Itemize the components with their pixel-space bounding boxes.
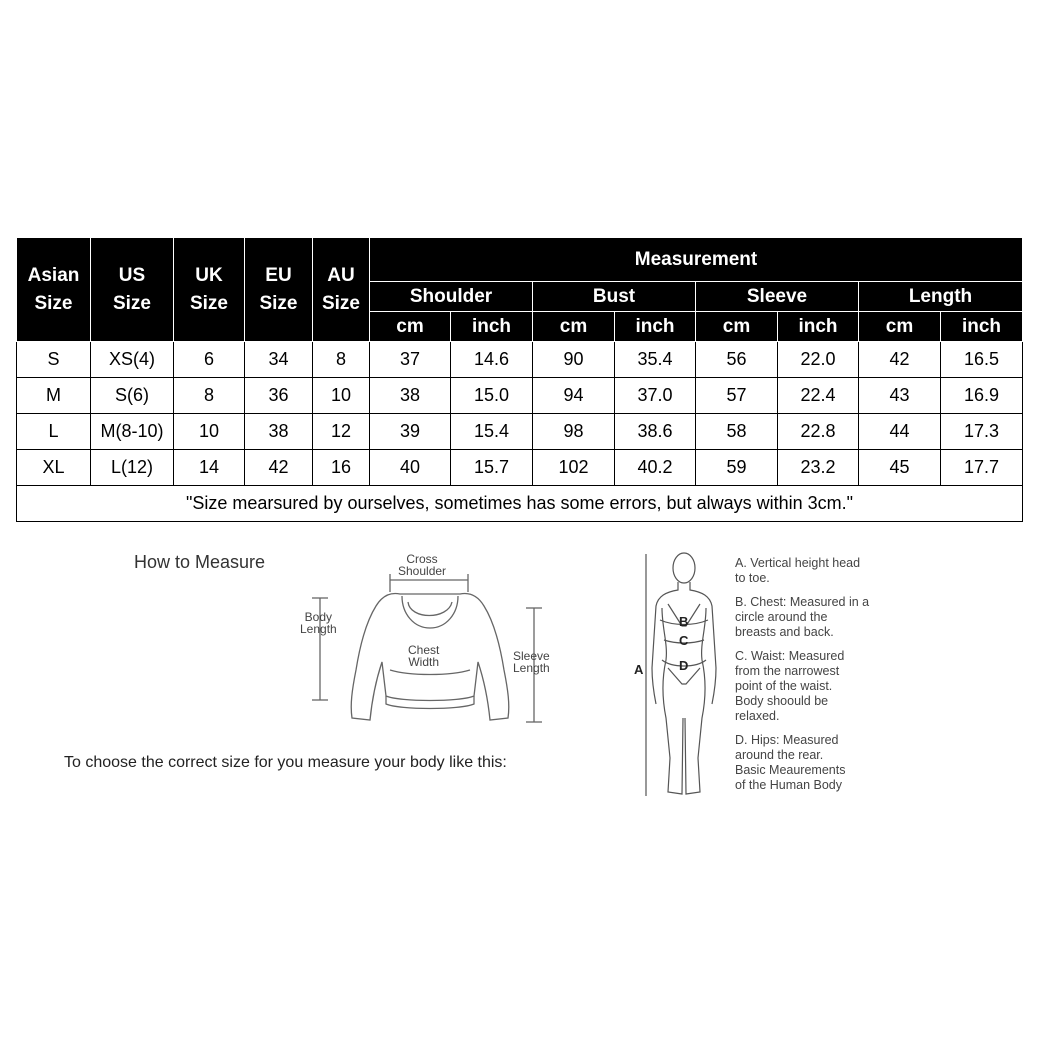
table-row xyxy=(17,342,1023,378)
table-cell: S xyxy=(17,342,91,378)
table-cell: S(6) xyxy=(91,378,174,414)
step-chest: B. Chest: Measured in a circle around the breasts and back. xyxy=(735,595,870,639)
step-vertical-height: A. Vertical height head to toe. xyxy=(735,556,861,585)
table-cell: 38.6 xyxy=(615,414,696,450)
body-label-c: C xyxy=(679,633,689,648)
table-cell: 15.4 xyxy=(451,414,533,450)
table-cell: 37.0 xyxy=(615,378,696,414)
table-cell: 43 xyxy=(859,378,941,414)
table-cell: 23.2 xyxy=(778,450,859,486)
table-cell: 15.0 xyxy=(451,378,533,414)
table-cell: XS(4) xyxy=(91,342,174,378)
table-cell: 36 xyxy=(245,378,313,414)
header-unit: cm xyxy=(370,312,451,342)
table-cell: 8 xyxy=(313,342,370,378)
header-unit: inch xyxy=(778,312,859,342)
table-cell: 40 xyxy=(370,450,451,486)
table-cell: 94 xyxy=(533,378,615,414)
header-us-size: US Size xyxy=(91,238,174,342)
step-hips: D. Hips: Measured around the rear. Basic Meaurements of the Human Body xyxy=(735,733,846,792)
body-label-d: D xyxy=(679,658,689,673)
table-cell: 14 xyxy=(174,450,245,486)
table-cell: M(8-10) xyxy=(91,414,174,450)
header-measurement: Measurement xyxy=(370,238,1023,282)
measure-instruction: To choose the correct size for you measure your body like this: xyxy=(64,754,507,771)
label-chest-width: Chest Width xyxy=(408,643,440,669)
size-note: "Size mearsured by ourselves, sometimes has some errors, but always within 3cm." xyxy=(17,486,1023,522)
table-cell: 12 xyxy=(313,414,370,450)
header-sleeve: Sleeve xyxy=(696,282,859,312)
step-waist: C. Waist: Measured from the narrowest point of the waist. Body shoould be relaxed. xyxy=(735,649,845,723)
table-cell: 10 xyxy=(313,378,370,414)
table-cell: 17.7 xyxy=(941,450,1023,486)
table-cell: 16.5 xyxy=(941,342,1023,378)
table-cell: 56 xyxy=(696,342,778,378)
table-cell: 57 xyxy=(696,378,778,414)
table-cell: L xyxy=(17,414,91,450)
table-cell: 98 xyxy=(533,414,615,450)
table-cell: M xyxy=(17,378,91,414)
table-cell: 16 xyxy=(313,450,370,486)
table-cell: 35.4 xyxy=(615,342,696,378)
header-length: Length xyxy=(859,282,1023,312)
table-cell: 102 xyxy=(533,450,615,486)
table-cell: 16.9 xyxy=(941,378,1023,414)
header-unit: inch xyxy=(941,312,1023,342)
table-cell: 38 xyxy=(245,414,313,450)
label-sleeve-length: Sleeve Length xyxy=(513,649,550,675)
header-unit: cm xyxy=(696,312,778,342)
header-unit: inch xyxy=(451,312,533,342)
table-cell: 38 xyxy=(370,378,451,414)
table-cell: 8 xyxy=(174,378,245,414)
header-uk-size: UK Size xyxy=(174,238,245,342)
label-cross-shoulder: Cross Shoulder xyxy=(398,552,447,578)
label-body-length: Body Length xyxy=(300,610,337,636)
table-cell: 44 xyxy=(859,414,941,450)
table-row xyxy=(17,414,1023,450)
header-au-size: AU Size xyxy=(313,238,370,342)
header-unit: cm xyxy=(859,312,941,342)
header-eu-size: EU Size xyxy=(245,238,313,342)
table-cell: 45 xyxy=(859,450,941,486)
body-label-b: B xyxy=(679,614,689,629)
table-cell: 22.4 xyxy=(778,378,859,414)
table-cell: 58 xyxy=(696,414,778,450)
table-cell: 39 xyxy=(370,414,451,450)
body-figure-diagram xyxy=(628,548,728,804)
table-cell: 90 xyxy=(533,342,615,378)
table-cell: 42 xyxy=(859,342,941,378)
table-cell: 22.0 xyxy=(778,342,859,378)
table-cell: 14.6 xyxy=(451,342,533,378)
header-bust: Bust xyxy=(533,282,696,312)
body-label-a: A xyxy=(634,662,644,677)
table-cell: 10 xyxy=(174,414,245,450)
table-row xyxy=(17,378,1023,414)
table-cell: 42 xyxy=(245,450,313,486)
table-row xyxy=(17,450,1023,486)
table-cell: 6 xyxy=(174,342,245,378)
table-cell: 17.3 xyxy=(941,414,1023,450)
table-cell: 22.8 xyxy=(778,414,859,450)
table-cell: XL xyxy=(17,450,91,486)
table-cell: 37 xyxy=(370,342,451,378)
table-cell: L(12) xyxy=(91,450,174,486)
table-cell: 15.7 xyxy=(451,450,533,486)
header-unit: inch xyxy=(615,312,696,342)
header-shoulder: Shoulder xyxy=(370,282,533,312)
size-chart-table xyxy=(16,237,1023,522)
how-to-measure-title: How to Measure xyxy=(134,552,266,572)
header-asian-size: Asian Size xyxy=(17,238,91,342)
table-cell: 34 xyxy=(245,342,313,378)
table-cell: 40.2 xyxy=(615,450,696,486)
measurement-steps xyxy=(735,556,925,802)
table-cell: 59 xyxy=(696,450,778,486)
header-unit: cm xyxy=(533,312,615,342)
